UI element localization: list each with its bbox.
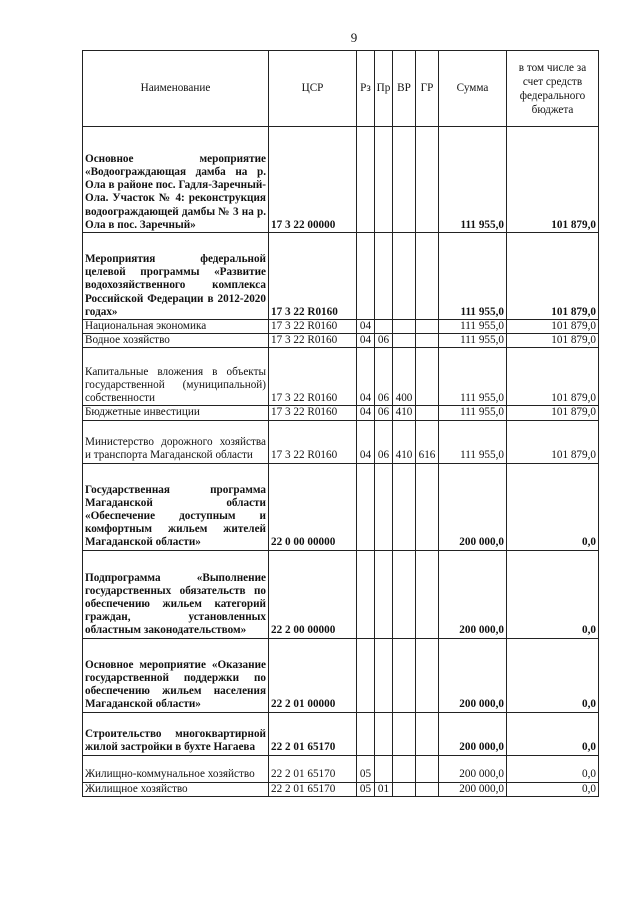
cell-pr: 06 [375,348,393,406]
cell-rz: 04 [357,420,375,463]
cell-pr [375,127,393,233]
cell-pr: 01 [375,782,393,796]
cell-federal: 0,0 [507,782,599,796]
cell-federal: 101 879,0 [507,334,599,348]
cell-rz [357,233,375,320]
cell-gr [416,463,439,550]
cell-federal: 101 879,0 [507,127,599,233]
cell-name: Национальная экономика [83,320,269,334]
cell-federal: 0,0 [507,638,599,712]
cell-sum: 111 955,0 [439,406,507,420]
cell-gr [416,320,439,334]
cell-gr [416,782,439,796]
cell-gr [416,348,439,406]
cell-name: Министерство дорожного хозяйства и транспорта Магаданской области [83,420,269,463]
cell-pr [375,550,393,638]
table-row [83,320,599,334]
table-row [83,755,599,782]
cell-name: Бюджетные инвестиции [83,406,269,420]
cell-vr [393,712,416,755]
cell-rz: 05 [357,755,375,782]
table-row [83,638,599,712]
cell-pr: 06 [375,420,393,463]
cell-vr: 410 [393,406,416,420]
header-csr: ЦСР [269,51,357,127]
cell-pr: 06 [375,406,393,420]
table-row [83,712,599,755]
cell-sum: 200 000,0 [439,463,507,550]
cell-federal: 0,0 [507,463,599,550]
cell-pr [375,755,393,782]
cell-sum: 200 000,0 [439,550,507,638]
cell-federal: 0,0 [507,712,599,755]
cell-rz: 05 [357,782,375,796]
cell-name: Строительство многоквартирной жилой застройки в бухте Нагаева [83,712,269,755]
cell-csr: 22 2 00 00000 [269,550,357,638]
cell-sum: 200 000,0 [439,638,507,712]
cell-pr [375,638,393,712]
header-sum: Сумма [439,51,507,127]
cell-csr: 22 2 01 65170 [269,782,357,796]
cell-vr [393,320,416,334]
cell-csr: 22 0 00 00000 [269,463,357,550]
cell-gr [416,233,439,320]
header-vr: ВР [393,51,416,127]
cell-federal: 101 879,0 [507,406,599,420]
cell-gr [416,550,439,638]
cell-pr: 06 [375,334,393,348]
cell-name: Основное мероприятие «Оказание государственной поддержки по обеспечению жильем населения Магаданской области» [83,638,269,712]
cell-vr [393,463,416,550]
cell-name: Жилищное хозяйство [83,782,269,796]
cell-rz [357,127,375,233]
table-row [83,233,599,320]
cell-gr [416,755,439,782]
cell-vr: 410 [393,420,416,463]
cell-name: Жилищно-коммунальное хозяйство [83,755,269,782]
cell-vr [393,233,416,320]
cell-csr: 17 3 22 R0160 [269,420,357,463]
cell-csr: 17 3 22 R0160 [269,334,357,348]
cell-pr [375,463,393,550]
cell-name: Государственная программа Магаданской области «Обеспечение доступным и комфортным жильем жителей Магаданской области» [83,463,269,550]
header-gr: ГР [416,51,439,127]
cell-federal: 101 879,0 [507,420,599,463]
cell-rz [357,550,375,638]
cell-name: Капитальные вложения в объекты государственной (муниципальной) собственности [83,348,269,406]
table-row [83,334,599,348]
cell-csr: 22 2 01 65170 [269,712,357,755]
cell-name: Подпрограмма «Выполнение государственных обязательств по обеспечению жильем категорий граждан, установленных областным законодательством» [83,550,269,638]
cell-federal: 101 879,0 [507,348,599,406]
header-pr: Пр [375,51,393,127]
cell-gr [416,406,439,420]
cell-csr: 22 2 01 00000 [269,638,357,712]
header-name: Наименование [83,51,269,127]
cell-sum: 111 955,0 [439,420,507,463]
cell-sum: 111 955,0 [439,334,507,348]
cell-gr [416,638,439,712]
cell-vr: 400 [393,348,416,406]
page-number: 9 [350,30,358,45]
cell-sum: 200 000,0 [439,712,507,755]
table-row [83,463,599,550]
table-row [83,550,599,638]
cell-csr: 17 3 22 R0160 [269,406,357,420]
cell-pr [375,233,393,320]
cell-csr: 22 2 01 65170 [269,755,357,782]
cell-csr: 17 3 22 00000 [269,127,357,233]
cell-rz: 04 [357,334,375,348]
cell-rz: 04 [357,320,375,334]
cell-rz: 04 [357,406,375,420]
table-row [83,406,599,420]
cell-vr [393,638,416,712]
cell-rz [357,463,375,550]
cell-name: Основное мероприятие «Водоограждающая дамба на р. Ола в районе пос. Гадля-Заречный-Ола. Участок № 4: реконструкция водоограждающей дамбы № 3 на р. Ола в пос. Заречный» [83,127,269,233]
cell-federal: 101 879,0 [507,320,599,334]
cell-csr: 17 3 22 R0160 [269,320,357,334]
cell-gr [416,334,439,348]
cell-sum: 200 000,0 [439,755,507,782]
cell-rz: 04 [357,348,375,406]
cell-federal: 0,0 [507,755,599,782]
cell-gr [416,712,439,755]
budget-table [82,50,599,797]
cell-sum: 111 955,0 [439,320,507,334]
cell-sum: 111 955,0 [439,127,507,233]
cell-vr [393,127,416,233]
cell-federal: 101 879,0 [507,233,599,320]
cell-sum: 111 955,0 [439,348,507,406]
cell-pr [375,712,393,755]
header-federal: в том числе за счет средств федерального бюджета [507,51,599,127]
cell-csr: 17 3 22 R0160 [269,348,357,406]
cell-rz [357,638,375,712]
header-row [83,51,599,127]
cell-vr [393,550,416,638]
table-row [83,782,599,796]
cell-vr [393,755,416,782]
cell-sum: 111 955,0 [439,233,507,320]
header-rz: Рз [357,51,375,127]
table-row [83,348,599,406]
cell-federal: 0,0 [507,550,599,638]
cell-name: Водное хозяйство [83,334,269,348]
cell-csr: 17 3 22 R0160 [269,233,357,320]
table-row [83,127,599,233]
cell-sum: 200 000,0 [439,782,507,796]
cell-vr [393,334,416,348]
cell-gr [416,127,439,233]
cell-rz [357,712,375,755]
cell-name: Мероприятия федеральной целевой программы «Развитие водохозяйственного комплекса Российской Федерации в 2012-2020 годах» [83,233,269,320]
cell-pr [375,320,393,334]
table-row [83,420,599,463]
cell-vr [393,782,416,796]
cell-gr: 616 [416,420,439,463]
